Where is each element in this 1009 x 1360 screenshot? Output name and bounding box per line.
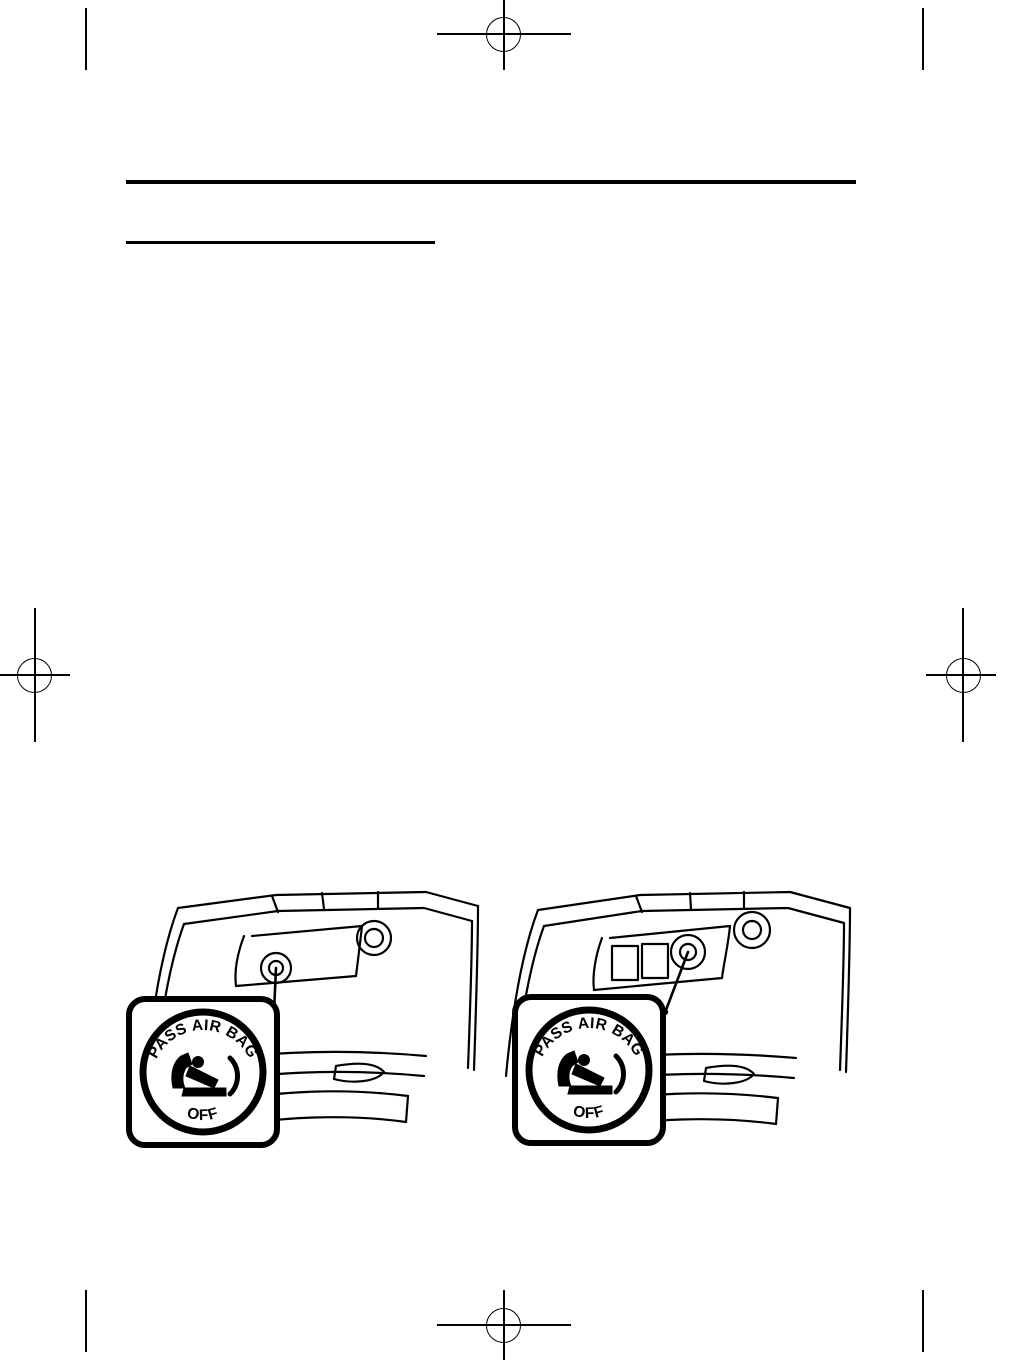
corner-crop-mark (85, 8, 87, 70)
figure-right (490, 890, 860, 1155)
decal-top-text (490, 1155, 491, 1156)
page-subheading (0, 0, 1, 1)
registration-target-bottom (437, 1290, 571, 1360)
corner-crop-mark (85, 1290, 87, 1352)
svg-text:PASS AIR BAG: PASS AIR BAG (530, 1014, 648, 1060)
corner-crop-mark (922, 8, 924, 70)
decal-top-text (126, 1155, 127, 1156)
svg-text:OFF: OFF (185, 1104, 221, 1125)
page-heading (0, 0, 1, 1)
decal-bottom-text (126, 1155, 127, 1156)
registration-target-right (926, 608, 996, 742)
registration-target-top (437, 0, 571, 70)
section-heading-rule (126, 180, 856, 184)
corner-crop-mark (922, 1290, 924, 1352)
svg-text:OFF: OFF (571, 1102, 607, 1123)
pass-airbag-off-decal-left (126, 996, 280, 1148)
decal-bottom-text (490, 1155, 491, 1156)
registration-target-left (0, 608, 70, 742)
airbag-off-symbol-icon (126, 996, 280, 1148)
subsection-heading-rule (126, 241, 435, 244)
pass-airbag-off-decal-right (512, 994, 666, 1146)
figure-left (126, 890, 486, 1155)
airbag-off-symbol-icon (512, 994, 666, 1146)
svg-text:PASS AIR BAG: PASS AIR BAG (144, 1016, 262, 1062)
